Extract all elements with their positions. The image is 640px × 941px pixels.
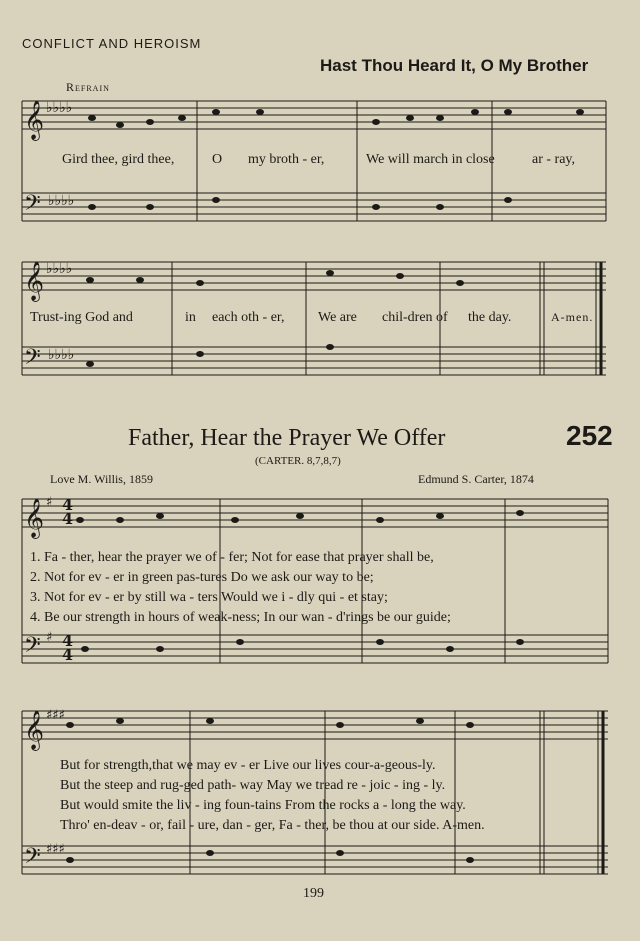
treble-clef-icon: 𝄞 xyxy=(24,498,45,538)
author-credit: Love M. Willis, 1859 xyxy=(50,472,153,486)
section-heading: CONFLICT AND HEROISM xyxy=(22,36,202,51)
lyric-word: We are xyxy=(318,310,357,325)
lyric-word: in xyxy=(185,310,196,325)
svg-text:♯♯♯: ♯♯♯ xyxy=(46,842,65,857)
lyric-word: my broth - er, xyxy=(248,152,325,167)
hymn-number: 252 xyxy=(566,420,613,451)
refrain-label: Refrain xyxy=(66,80,110,94)
composer-credit: Edmund S. Carter, 1874 xyxy=(418,472,534,486)
svg-text:♭♭♭♭: ♭♭♭♭ xyxy=(48,347,75,363)
svg-text:♯♯♯: ♯♯♯ xyxy=(46,708,65,723)
staff-4-bass xyxy=(22,846,608,874)
lyric-word: We will march in close xyxy=(366,152,495,167)
treble-clef-icon: 𝄞 xyxy=(24,100,45,140)
verse-line: Thro' en-deav - or, fail - ure, dan - ger, Fa - ther, be thou at our side. A-men. xyxy=(60,818,485,833)
bass-clef-icon: 𝄢 xyxy=(24,844,41,874)
verse-line: 4. Be our strength in hours of weak-ness; In our wan - d'rings be our guide; xyxy=(30,610,451,625)
verse-line: 3. Not for ev - er by still wa - ters Would we i - dly qui - et stay; xyxy=(30,590,388,605)
svg-text:♭♭♭♭: ♭♭♭♭ xyxy=(46,261,73,277)
hymn-title: Hast Thou Heard It, O My Brother xyxy=(320,56,589,75)
tune-name: (CARTER. 8,7,8,7) xyxy=(255,455,341,467)
lyric-word: Trust-ing God and xyxy=(30,310,133,325)
staff-4-treble xyxy=(22,711,608,739)
lyric-word: each oth - er, xyxy=(212,310,285,325)
treble-clef-icon: 𝄞 xyxy=(24,710,45,750)
bass-clef-icon: 𝄢 xyxy=(24,191,41,221)
svg-text:♯: ♯ xyxy=(46,495,53,510)
page-number: 199 xyxy=(303,886,324,901)
verse-line: 2. Not for ev - er in green pas-tures Do we ask our way to be; xyxy=(30,570,374,585)
staff-2-bass xyxy=(22,347,606,375)
bass-clef-icon: 𝄢 xyxy=(24,345,41,375)
verse-line: 1. Fa - ther, hear the prayer we of - fer; Not for ease that prayer shall be, xyxy=(30,550,434,565)
amen-label: A-men. xyxy=(551,310,594,324)
lyric-word: ar - ray, xyxy=(532,152,576,167)
svg-text:4: 4 xyxy=(62,495,74,514)
bass-clef-icon: 𝄢 xyxy=(24,633,41,663)
lyric-word: chil-dren of xyxy=(382,310,448,325)
hymn-title: Father, Hear the Prayer We Offer xyxy=(128,425,446,451)
svg-text:4: 4 xyxy=(62,631,74,650)
svg-text:♯: ♯ xyxy=(46,630,53,645)
lyric-word: O xyxy=(212,152,223,167)
staff-1-bass xyxy=(22,193,606,221)
svg-text:4: 4 xyxy=(62,509,74,528)
staff-2-treble xyxy=(22,262,606,290)
verse-line: But for strength,that we may ev - er Live our lives cour-a-geous-ly. xyxy=(60,758,436,773)
svg-text:♭♭♭♭: ♭♭♭♭ xyxy=(46,100,73,116)
verse-line: But would smite the liv - ing foun-tains From the rocks a - long the way. xyxy=(60,798,466,813)
svg-text:♭♭♭♭: ♭♭♭♭ xyxy=(48,193,75,209)
verse-line: But the steep and rug-ged path- way May we tread re - joic - ing - ly. xyxy=(60,778,446,793)
staff-1-treble xyxy=(22,101,606,129)
lyric-word: Gird thee, gird thee, xyxy=(62,152,175,167)
svg-text:4: 4 xyxy=(62,645,74,664)
lyric-word: the day. xyxy=(468,310,512,325)
treble-clef-icon: 𝄞 xyxy=(24,261,45,301)
